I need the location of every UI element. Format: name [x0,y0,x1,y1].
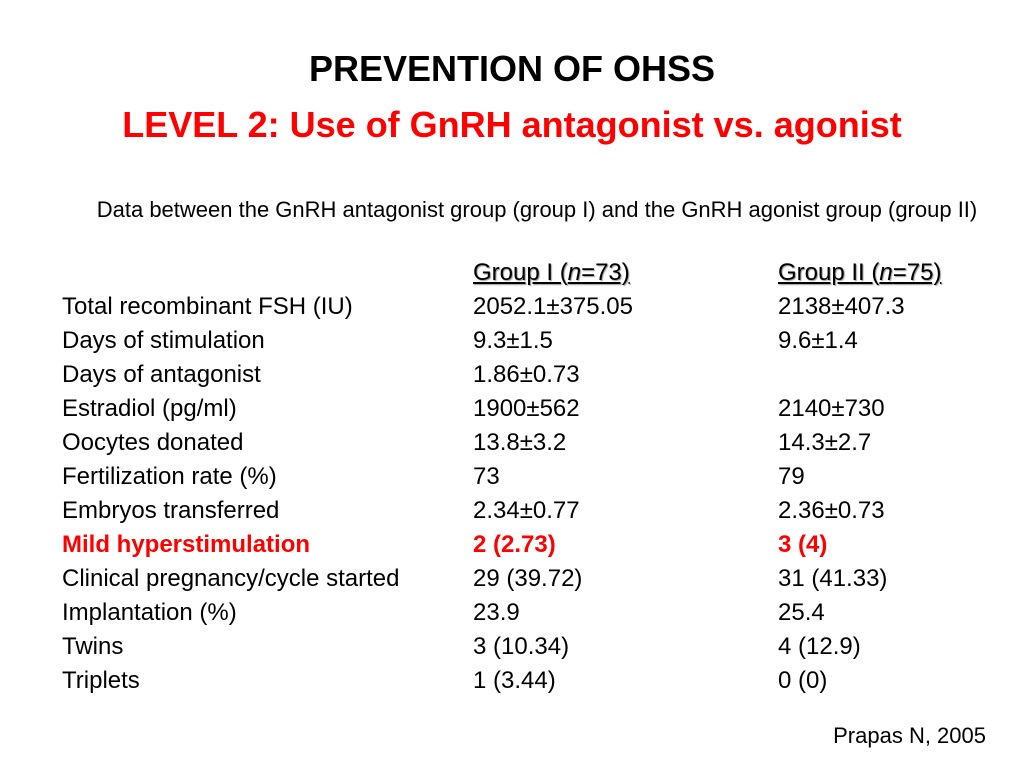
citation: Prapas N, 2005 [833,723,986,748]
group-2-value: 9.6±1.4 [778,327,858,354]
group-2-value: 2140±730 [778,395,885,422]
table-row [62,324,1012,358]
table-row [62,494,1012,528]
group-2-value: 2.36±0.73 [778,497,885,524]
group-2-value: 25.4 [778,599,825,626]
slide-title: PREVENTION OF OHSS [308,48,716,89]
column-header-group-1: Group I (n=73) [473,259,630,286]
data-table [62,256,1012,698]
table-row [62,290,1012,324]
table-row [62,426,1012,460]
row-label: Embryos transferred [62,497,280,524]
row-label: Total recombinant FSH (IU) [62,293,353,320]
group-1-value: 13.8±3.2 [473,429,567,456]
table-caption: Data between the GnRH antagonist group (group I) and the GnRH agonist group (group II) [96,197,978,222]
row-label: Fertilization rate (%) [62,463,277,490]
group-2-value: 2138±407.3 [778,293,905,320]
group-1-value: 29 (39.72) [473,565,583,592]
table-row [62,358,1012,392]
row-label: Twins [62,633,124,660]
table-row [62,630,1012,664]
table-row [62,460,1012,494]
group-2-value: 31 (41.33) [778,565,888,592]
group-2-value: 3 (4) [778,531,828,558]
table-row [62,596,1012,630]
row-label: Days of antagonist [62,361,261,388]
row-label: Clinical pregnancy/cycle started [62,565,400,592]
row-label: Oocytes donated [62,429,244,456]
row-label: Triplets [62,667,140,694]
group-1-value: 1.86±0.73 [473,361,580,388]
column-header-group-2: Group II (n=75) [778,259,942,286]
row-label: Implantation (%) [62,599,237,626]
table-row-highlighted [62,528,1012,562]
row-label: Days of stimulation [62,327,265,354]
group-1-value: 2052.1±375.05 [473,293,633,320]
group-1-value: 9.3±1.5 [473,327,553,354]
group-2-value: 0 (0) [778,667,828,694]
row-label: Mild hyperstimulation [62,531,311,558]
row-label: Estradiol (pg/ml) [62,395,237,422]
group-2-value: 14.3±2.7 [778,429,872,456]
group-1-value: 1900±562 [473,395,580,422]
group-2-value: 4 (12.9) [778,633,861,660]
group-1-value: 3 (10.34) [473,633,570,660]
table-header-row [62,256,1012,290]
table-row [62,392,1012,426]
group-1-value: 2.34±0.77 [473,497,580,524]
group-1-value: 1 (3.44) [473,667,556,694]
group-1-value: 23.9 [473,599,520,626]
group-1-value: 2 (2.73) [473,531,556,558]
group-2-value: 79 [778,463,805,490]
group-1-value: 73 [473,463,500,490]
table-row [62,562,1012,596]
table-row [62,664,1012,698]
slide-subtitle: LEVEL 2: Use of GnRH antagonist vs. agonist [122,104,902,145]
